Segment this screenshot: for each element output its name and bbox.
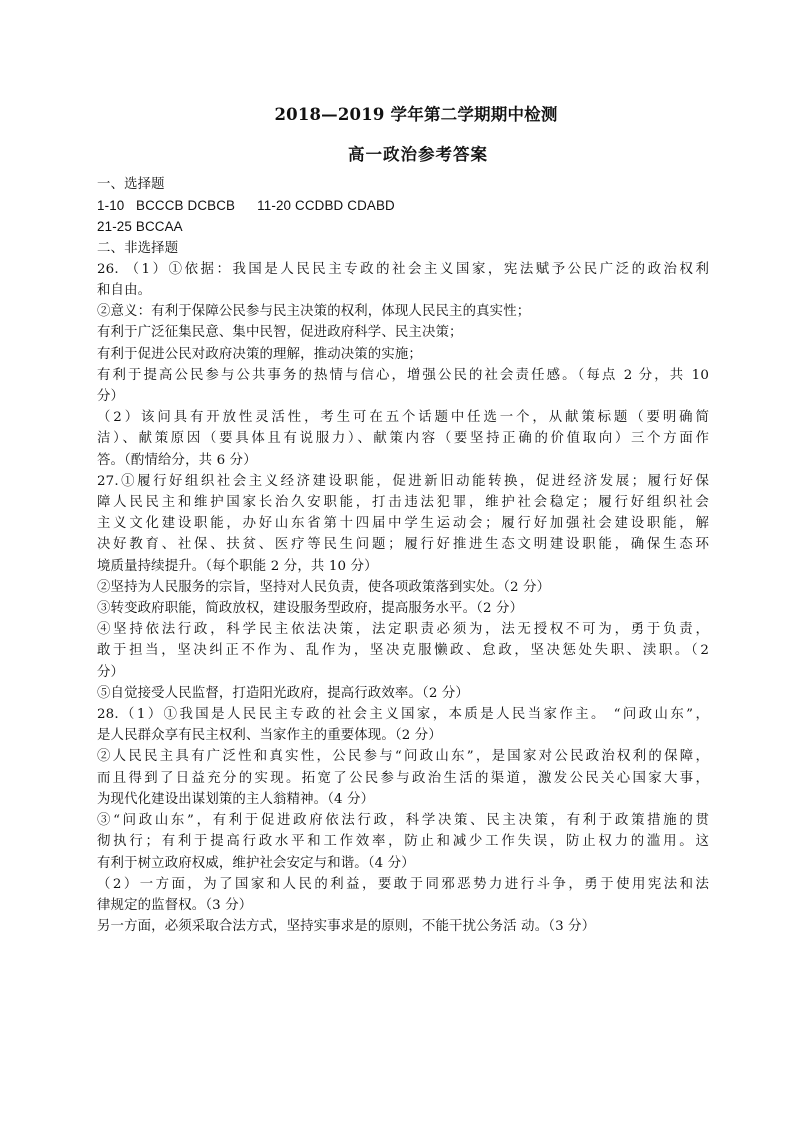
q27-line: 分） <box>97 664 125 680</box>
q27-line: ⑤自觉接受人民监督，打造阳光政府，提高行政效率。（2 分） <box>97 685 469 701</box>
q27-line: 障人民民主和维护国家长治久安职能，打击违法犯罪，维护社会稳定；履行好组织社会 <box>97 495 709 511</box>
q28-line: 另一方面，必须采取合法方式，坚持实事求是的原则，不能干扰公务活 动。（3 分） <box>97 919 596 935</box>
q28-line: 为现代化建设出谋划策的主人翁精神。（4 分） <box>97 791 375 807</box>
document-title: 高一政治参考答案 <box>348 145 488 164</box>
q28-line: 而且得到了日益充分的实现。拓宽了公民参与政治生活的渠道，激发公民关心国家大事， <box>97 770 709 786</box>
q28-line: ③“问政山东”，有利于促进政府依法行政，科学决策、民主决策，有利于政策措施的贯 <box>97 813 709 829</box>
q28-line: 28.（1）①我国是人民民主专政的社会主义国家，本质是人民当家作主。 “问政山东”， <box>97 707 709 723</box>
q28-line: 有利于树立政府权威，维护社会安定与和谐。（4 分） <box>97 855 415 871</box>
q26-line: ②意义：有利于保障公民参与民主决策的权利，体现人民民主的真实性； <box>97 304 531 320</box>
q26-line: 有利于广泛征集民意、集中民智，促进政府科学、民主决策； <box>97 325 463 341</box>
q28-line: 彻执行；有利于提高行政水平和工作效率，防止和减少工作失误，防止权力的滥用。这 <box>97 834 709 850</box>
q26-line: 有利于促进公民对政府决策的理解，推动决策的实施； <box>97 346 422 362</box>
q26-line: 26. （1）①依据：我国是人民民主专政的社会主义国家，宪法赋予公民广泛的政治权利 <box>97 261 709 277</box>
q28-line: 是人民群众享有民主权利、当家作主的重要体现。（2 分） <box>97 728 442 744</box>
answer-sheet <box>97 104 709 937</box>
q27-line: 主义文化建设职能，办好山东省第十四届中学生运动会；履行好加强社会建设职能，解 <box>97 516 709 532</box>
section-heading-nonchoice: 二、非选择题 <box>97 240 179 256</box>
exam-title: 2018—2019 学年第二学期期中检测 <box>274 105 558 124</box>
choice-answers-row-2: 21-25 BCCAA <box>97 219 183 235</box>
q27-line: ④坚持依法行政，科学民主依法决策，法定职责必须为，法无授权不可为，勇于负责， <box>97 622 709 638</box>
q26-line: 有利于提高公民参与公共事务的热情与信心，增强公民的社会责任感。（每点 2 分，共 10 <box>97 367 709 383</box>
q27-line: ②坚持为人民服务的宗旨，坚持对人民负责，使各项政策落到实处。（2 分） <box>97 579 551 595</box>
q26-line: 和自由。 <box>97 283 152 299</box>
q26-line: 答。（酌情给分，共 6 分） <box>97 452 257 468</box>
q27-line: ③转变政府职能，简政放权，建设服务型政府，提高服务水平。（2 分） <box>97 601 524 617</box>
q27-line: 决好教育、社保、扶贫、医疗等民生问题；履行好推进生态文明建设职能，确保生态环 <box>97 537 709 553</box>
q28-line: （2）一方面，为了国家和人民的利益，要敢于同邪恶势力进行斗争，勇于使用宪法和法 <box>97 876 709 892</box>
q26-line: 洁）、献策原因（要具体且有说服力）、献策内容（要坚持正确的价值取向）三个方面作 <box>97 431 709 447</box>
q28-line: 律规定的监督权。（3 分） <box>97 897 253 913</box>
q26-line: 分） <box>97 389 125 405</box>
q28-line: ②人民民主具有广泛性和真实性，公民参与“问政山东”，是国家对公民政治权利的保障， <box>97 749 709 765</box>
q27-line: 境质量持续提升。（每个职能 2 分，共 10 分） <box>97 558 378 574</box>
choice-answers-row-1 <box>97 195 709 216</box>
section-heading-choice: 一、选择题 <box>97 177 165 192</box>
q27-line: 敢于担当，坚决纠正不作为、乱作为，坚决克服懒政、怠政，坚决惩处失职、渎职。（2 <box>97 643 709 659</box>
q26-line: （2）该问具有开放性灵活性，考生可在五个话题中任选一个，从献策标题（要明确简 <box>97 410 709 426</box>
answers-11-20: 11-20 CCDBD CDABD <box>257 198 395 214</box>
answers-1-10: 1-10 BCCCB DCBCB <box>97 198 236 214</box>
q27-line: 27.①履行好组织社会主义经济建设职能，促进新旧动能转换，促进经济发展；履行好保 <box>97 473 709 489</box>
